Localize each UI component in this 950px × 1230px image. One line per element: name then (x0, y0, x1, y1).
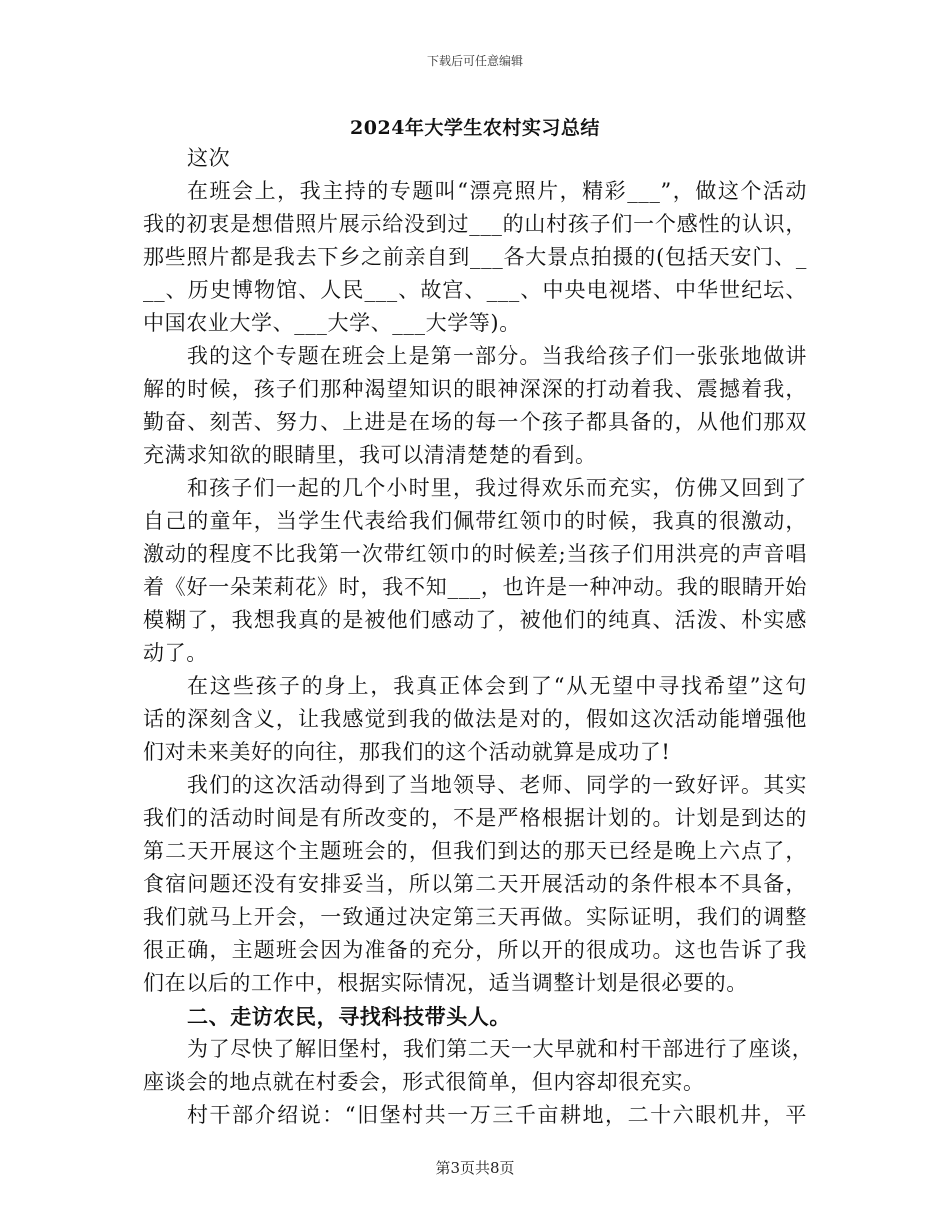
text-line: 很正确，主题班会因为准备的充分，所以开的很成功。这也告诉了我 (143, 938, 807, 962)
text-line: 们对未来美好的向往，那我们的这个活动就算是成功了! (143, 740, 671, 764)
document-title: 2024年大学生农村实习总结 (350, 117, 600, 139)
text-line: 激动的程度不比我第一次带红领巾的时候差;当孩子们用洪亮的声音唱 (143, 542, 807, 566)
text-line: 在这些孩子的身上，我真正体会到了“从无望中寻找希望”这句 (187, 674, 807, 698)
text-line: __、历史博物馆、人民___、故宫、___、中央电视塔、中华世纪坛、 (143, 278, 807, 302)
text-line: 在班会上，我主持的专题叫“漂亮照片，精彩___”，做这个活动 (187, 179, 807, 203)
text-line: 第二天开展这个主题班会的，但我们到达的那天已经是晚上六点了， (143, 839, 807, 863)
text-line: 和孩子们一起的几个小时里，我过得欢乐而充实，仿佛又回到了 (187, 476, 807, 500)
header-note: 下载后可任意编辑 (426, 54, 523, 68)
text-line: 这次 (187, 146, 231, 170)
text-line: 中国农业大学、___大学、___大学等)。 (143, 311, 521, 335)
text-line: 村干部介绍说：“旧堡村共一万三千亩耕地，二十六眼机井，平 (187, 1103, 807, 1127)
text-line: 为了尽快了解旧堡村，我们第二天一大早就和村干部进行了座谈， (187, 1037, 814, 1061)
text-line: 我们的活动时间是有所改变的，不是严格根据计划的。计划是到达的 (143, 806, 807, 830)
text-line: 解的时候，孩子们那种渴望知识的眼神深深的打动着我、震撼着我， (143, 377, 807, 401)
text-line: 着《好一朵茉莉花》时，我不知___，也许是一种冲动。我的眼睛开始 (143, 575, 807, 599)
page-footer: 第3页共8页 (435, 1159, 515, 1177)
text-line: 话的深刻含义，让我感觉到我的做法是对的，假如这次活动能增强他 (143, 707, 807, 731)
text-line: 那些照片都是我去下乡之前亲自到___各大景点拍摄的(包括天安门、_ (143, 245, 807, 269)
text-line: 们在以后的工作中，根据实际情况，适当调整计划是很必要的。 (143, 971, 748, 995)
text-line: 我们的这次活动得到了当地领导、老师、同学的一致好评。其实 (187, 773, 807, 797)
text-line: 我的这个专题在班会上是第一部分。当我给孩子们一张张地做讲 (187, 344, 807, 368)
text-line: 勤奋、刻苦、努力、上进是在场的每一个孩子都具备的，从他们那双 (143, 410, 807, 434)
text-line: 动了。 (143, 641, 208, 665)
text-line: 座谈会的地点就在村委会，形式很简单，但内容却很充实。 (143, 1070, 705, 1094)
text-line: 模糊了，我想我真的是被他们感动了，被他们的纯真、活泼、朴实感 (143, 608, 807, 632)
text-line: 我们就马上开会，一致通过决定第三天再做。实际证明，我们的调整 (143, 905, 807, 929)
text-line: 食宿问题还没有安排妥当，所以第二天开展活动的条件根本不具备， (143, 872, 807, 896)
section-heading: 二、走访农民，寻找科技带头人。 (187, 1004, 511, 1029)
text-line: 我的初衷是想借照片展示给没到过___的山村孩子们一个感性的认识， (143, 212, 807, 236)
text-line: 自己的童年，当学生代表给我们佩带红领巾的时候，我真的很激动， (143, 509, 807, 533)
text-line: 充满求知欲的眼睛里，我可以清清楚楚的看到。 (143, 443, 597, 467)
document-body (143, 142, 814, 1132)
